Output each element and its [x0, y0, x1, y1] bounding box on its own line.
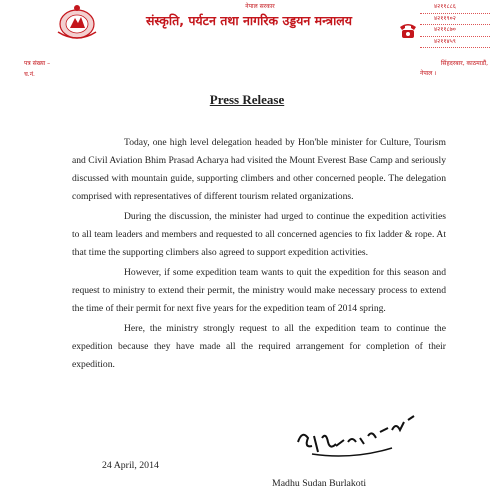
- address-line: सिंहदरबार, काठमाडौं,: [440, 60, 488, 67]
- telephone-icon: [398, 20, 418, 40]
- release-date: 24 April, 2014: [102, 460, 159, 471]
- dispatch-number-label: च.नं.: [24, 71, 35, 78]
- phone-number: ४२११९०२: [420, 14, 490, 26]
- reference-number-label: पत्र संख्या –: [24, 60, 51, 67]
- handwritten-signature: [292, 408, 422, 468]
- phone-number-list: [420, 2, 490, 48]
- body-paragraph: Here, the ministry strongly request to all the expedition team to continue the expedition because they have made all the required arrangement for completion of their expedition.: [72, 323, 446, 370]
- government-label: नेपाल सरकार: [245, 3, 275, 10]
- nepal-emblem-icon: [52, 2, 102, 42]
- body-paragraph: However, if some expedition team wants to quit the expedition for this season and request to ministry to extend their permit, the ministry would make necessary process to extend the time of their permit for next five years for the expedition team of 2014 spring.: [72, 267, 446, 314]
- press-release-body: [72, 134, 446, 376]
- reference-block: [24, 58, 50, 80]
- address-country: नेपाल ।: [420, 70, 437, 77]
- ministry-name: संस्कृति, पर्यटन तथा नागरिक उड्डयन मन्त्रालय: [145, 13, 353, 28]
- phone-number: ४२११८७०: [420, 25, 490, 37]
- body-paragraph: Today, one high level delegation headed by Hon'ble minister for Culture, Tourism and Civil Aviation Bhim Prasad Acharya had visited the Mount Everest Base Camp and seriously discussed with mountain guide, supporting climbers and other concerned people. The delegation comprised with representatives of different tourism related organizations.: [72, 137, 446, 202]
- phone-number: ४२११८८६: [420, 2, 490, 14]
- signatory-name: Madhu Sudan Burlakoti: [272, 478, 367, 489]
- phone-number: ४२११४५९: [420, 37, 490, 49]
- page-title-text: Press Release: [209, 92, 285, 107]
- page-title: [0, 92, 494, 108]
- body-paragraph: During the discussion, the minister had urged to continue the expedition activities to all team leaders and members and requested to all concerned agencies to fix ladder & rope. At that time the supporting climbers also agreed to support expedition activities.: [72, 211, 446, 258]
